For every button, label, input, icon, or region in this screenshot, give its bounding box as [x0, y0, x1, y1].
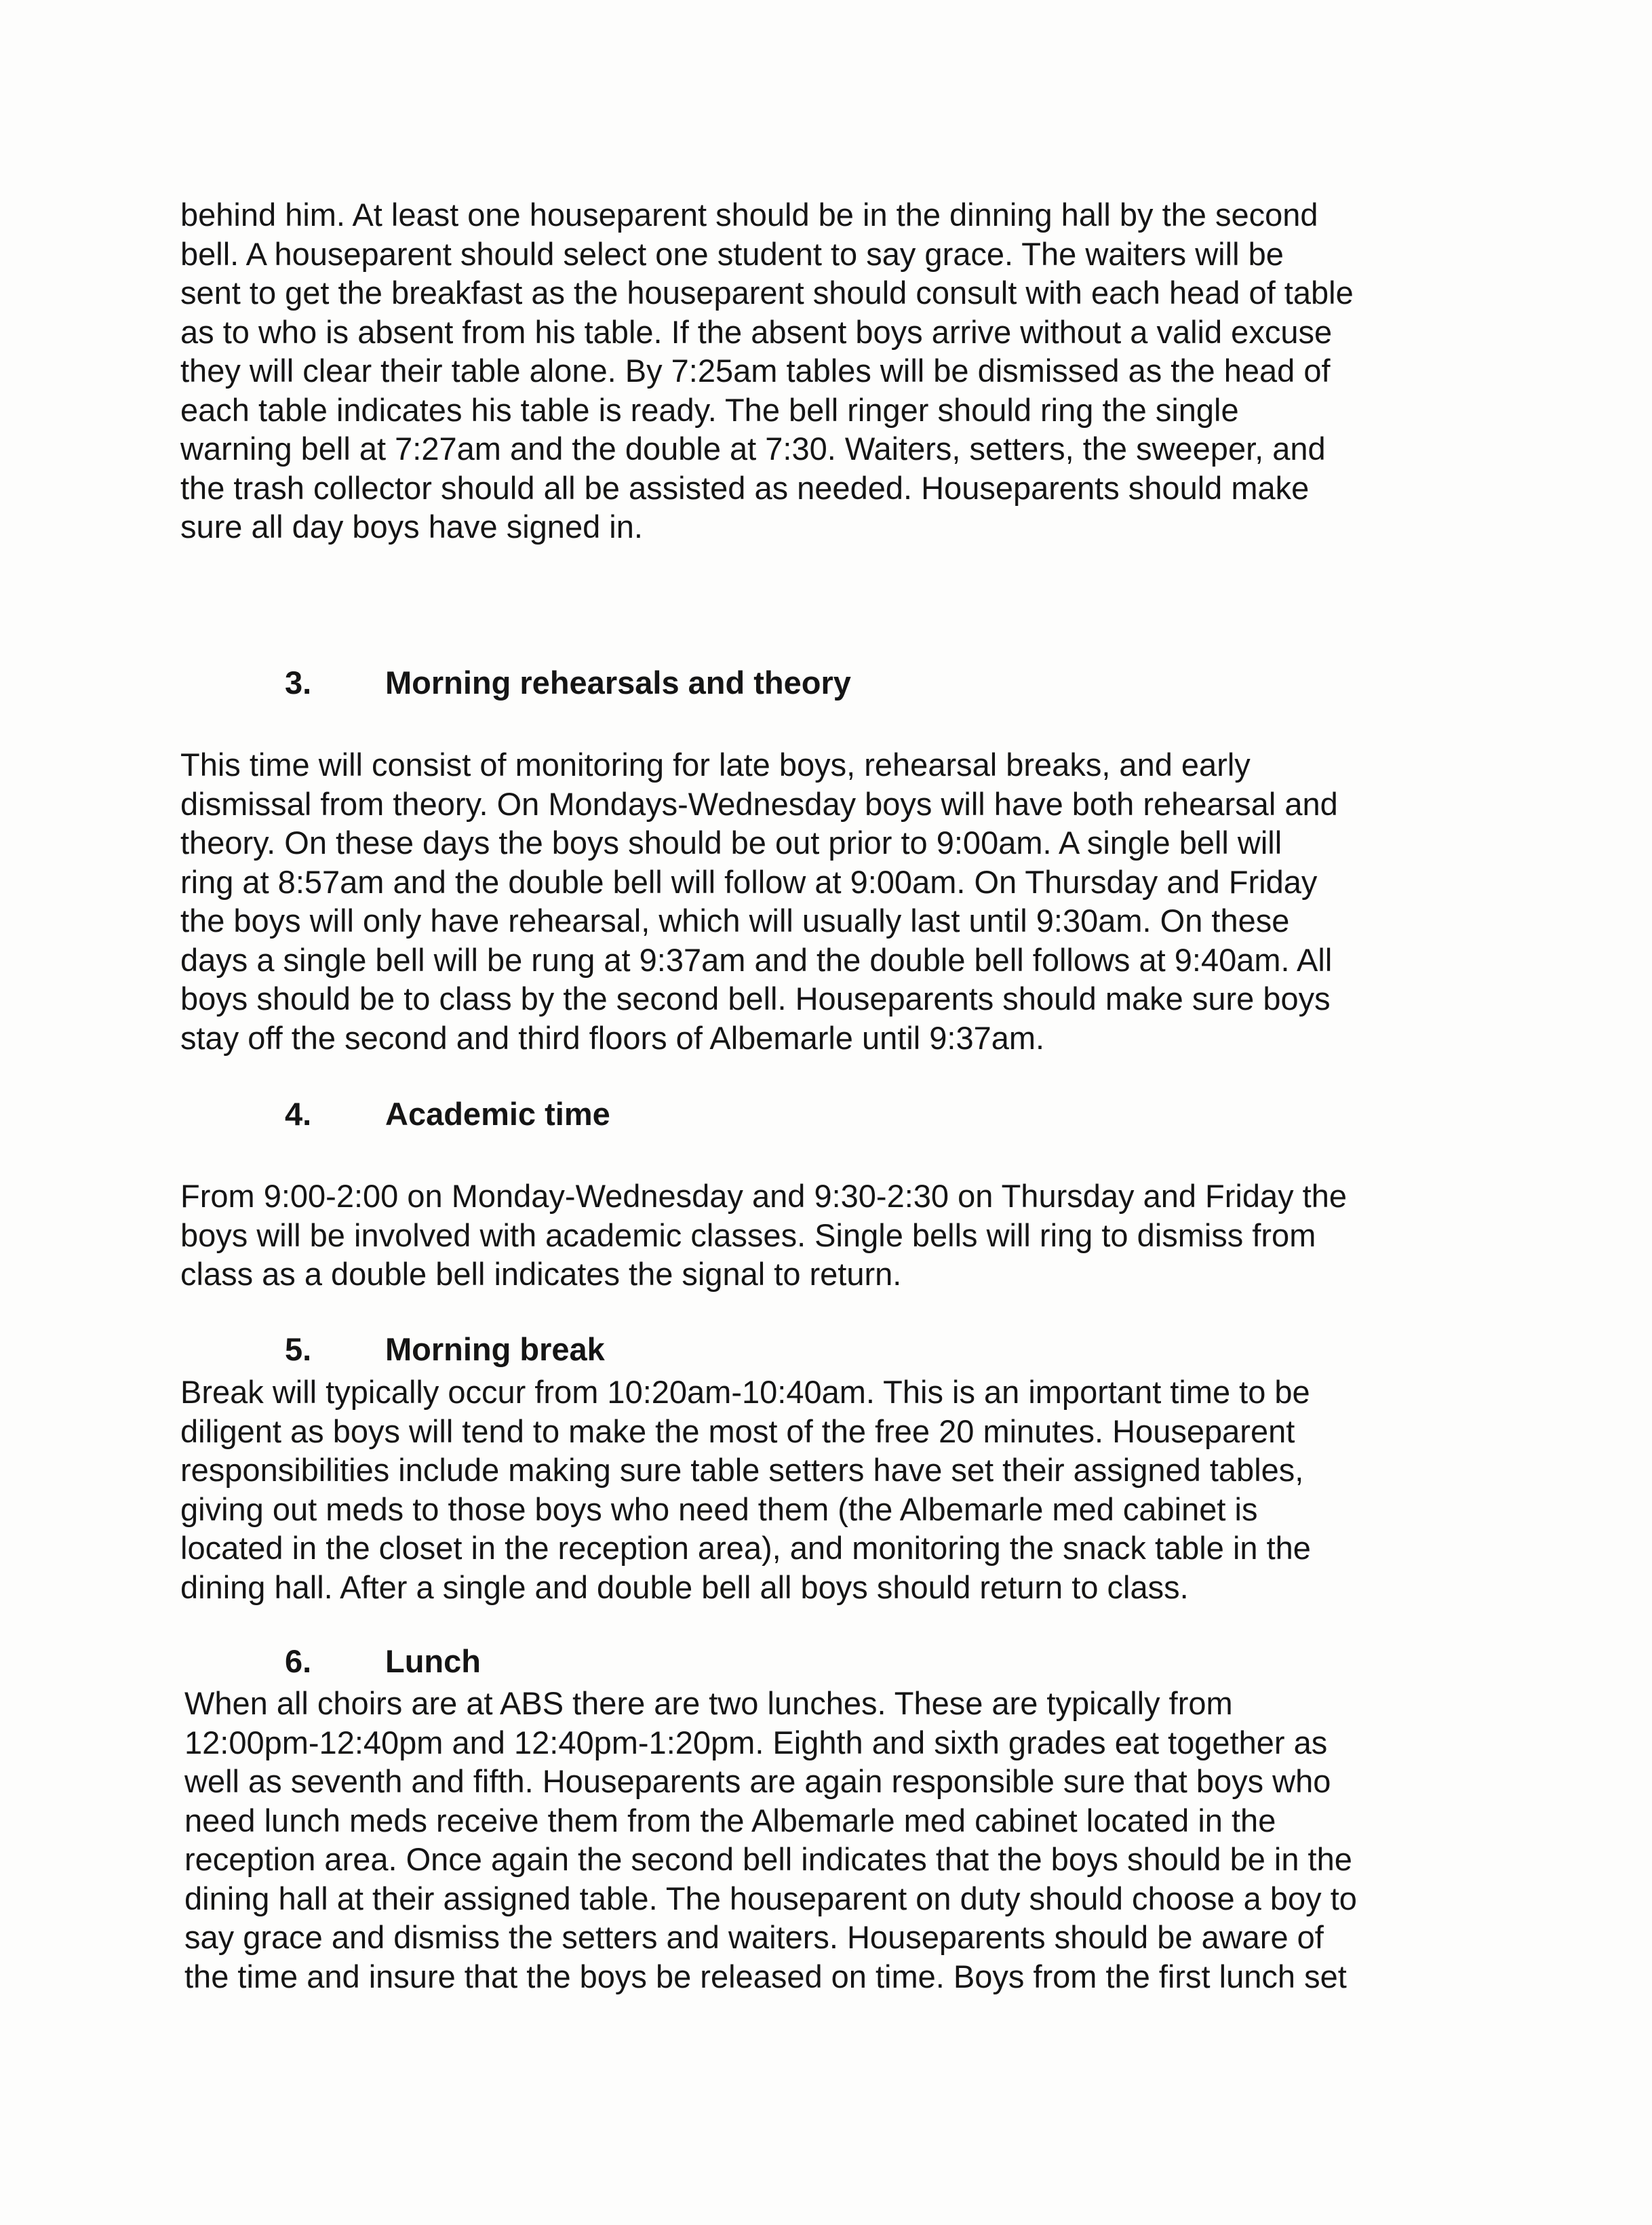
paragraph-line: reception area. Once again the second bell indicates that the boys should be in the — [184, 1841, 1352, 1877]
paragraph-line: as to who is absent from his table. If the absent boys arrive without a valid excuse — [180, 313, 1333, 350]
paragraph-line: This time will consist of monitoring for late boys, rehearsal breaks, and early — [180, 747, 1251, 783]
paragraph-line: From 9:00-2:00 on Monday-Wednesday and 9:30-2:30 on Thursday and Friday the — [180, 1178, 1348, 1214]
section-paragraph-lunch — [184, 1684, 1473, 1996]
paragraph-line: sent to get the breakfast as the houseparent should consult with each head of table — [180, 275, 1354, 311]
section-title: Morning rehearsals and theory — [385, 665, 851, 701]
paragraph-line: warning bell at 7:27am and the double at 7:30. Waiters, setters, the sweeper, and — [180, 431, 1326, 467]
paragraph-line: dismissal from theory. On Mondays-Wednesday boys will have both rehearsal and — [180, 785, 1338, 822]
section-paragraph-academic-time — [180, 1177, 1469, 1294]
paragraph-line: sure all day boys have signed in. — [180, 509, 643, 545]
paragraph-line: the trash collector should all be assisted as needed. Houseparents should make — [180, 469, 1310, 506]
paragraph-line: well as seventh and fifth. Houseparents are again responsible sure that boys who — [184, 1763, 1331, 1799]
paragraph-line: boys will be involved with academic classes. Single bells will ring to dismiss from — [180, 1217, 1316, 1253]
paragraph-line: When all choirs are at ABS there are two lunches. These are typically from — [184, 1685, 1233, 1721]
paragraph-line: behind him. At least one houseparent should be in the dinning hall by the second — [180, 197, 1318, 233]
section-title: Academic time — [385, 1096, 610, 1132]
intro-paragraph — [180, 195, 1469, 547]
paragraph-line: ring at 8:57am and the double bell will follow at 9:00am. On Thursday and Friday — [180, 863, 1318, 900]
section-number: 4. — [285, 1096, 312, 1132]
paragraph-line: need lunch meds receive them from the Albemarle med cabinet located in the — [184, 1802, 1276, 1838]
paragraph-line: stay off the second and third floors of Albemarle until 9:37am. — [180, 1019, 1045, 1056]
paragraph-line: dining hall. After a single and double bell all boys should return to class. — [180, 1569, 1189, 1605]
paragraph-line: class as a double bell indicates the signal to return. — [180, 1256, 902, 1292]
paragraph-line: diligent as boys will tend to make the most of the free 20 minutes. Houseparent — [180, 1413, 1295, 1449]
paragraph-line: dining hall at their assigned table. The houseparent on duty should choose a boy to — [184, 1880, 1357, 1916]
paragraph-line: they will clear their table alone. By 7:25am tables will be dismissed as the head of — [180, 353, 1331, 389]
paragraph-line: 12:00pm-12:40pm and 12:40pm-1:20pm. Eighth and sixth grades eat together as — [184, 1724, 1328, 1760]
section-paragraph-morning-rehearsals — [180, 745, 1469, 1057]
paragraph-line: days a single bell will be rung at 9:37am and the double bell follows at 9:40am. All — [180, 941, 1333, 978]
paragraph-line: giving out meds to those boys who need them (the Albemarle med cabinet is — [180, 1491, 1258, 1527]
paragraph-line: theory. On these days the boys should be out prior to 9:00am. A single bell will — [180, 825, 1282, 861]
section-number: 5. — [285, 1331, 312, 1367]
paragraph-line: the time and insure that the boys be released on time. Boys from the first lunch set — [184, 1958, 1347, 1994]
paragraph-line: Break will typically occur from 10:20am-10:40am. This is an important time to be — [180, 1374, 1310, 1410]
paragraph-line: bell. A houseparent should select one student to say grace. The waiters will be — [180, 235, 1284, 272]
section-paragraph-morning-break — [180, 1373, 1469, 1607]
paragraph-line: boys should be to class by the second bell. Houseparents should make sure boys — [180, 981, 1331, 1017]
section-number: 6. — [285, 1643, 312, 1679]
paragraph-line: each table indicates his table is ready. The bell ringer should ring the single — [180, 391, 1239, 428]
section-title: Morning break — [385, 1331, 605, 1367]
paragraph-line: located in the closet in the reception area), and monitoring the snack table in the — [180, 1530, 1311, 1566]
section-number: 3. — [285, 665, 312, 701]
section-title: Lunch — [385, 1643, 481, 1679]
paragraph-line: the boys will only have rehearsal, which will usually last until 9:30am. On these — [180, 903, 1290, 939]
paragraph-line: responsibilities include making sure table setters have set their assigned tables, — [180, 1452, 1304, 1488]
paragraph-line: say grace and dismiss the setters and waiters. Houseparents should be aware of — [184, 1919, 1324, 1955]
